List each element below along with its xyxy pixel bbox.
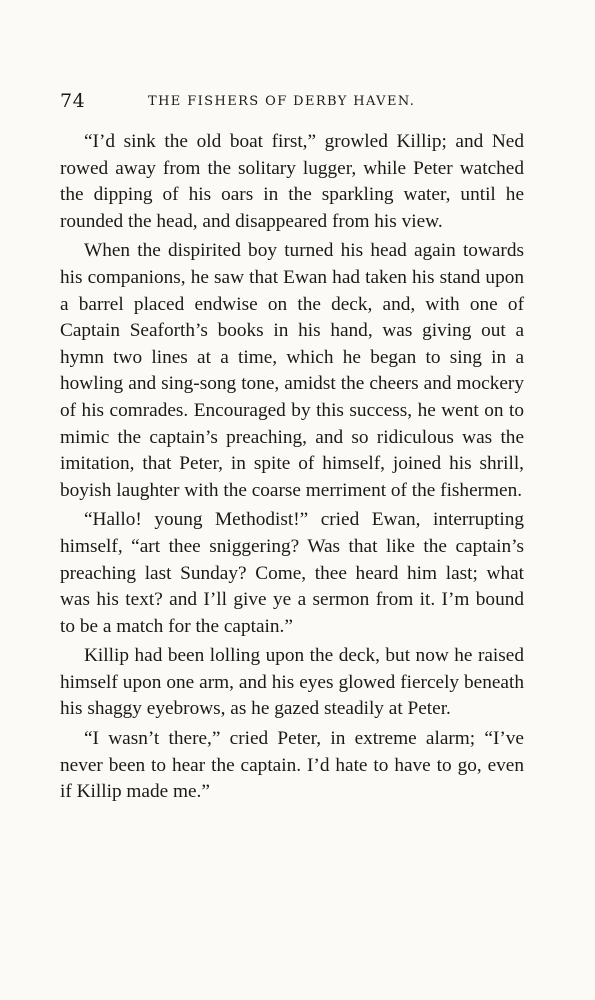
paragraph-1: “I’d sink the old boat first,” growled Killip; and Ned rowed away from the solitary lugger, while Peter watched the dipping of his oars in the sparkling water, until he rounded the head, and disappeared from his view. xyxy=(60,131,524,232)
paragraph-3: “Hallo! young Methodist!” cried Ewan, interrupting himself, “art thee sniggering? Was that like the captain’s preaching last Sunday? Come, thee heard him last; what was his text? and I’ll give ye a sermon from it. I’m bound to be a match for the captain.” xyxy=(60,509,524,637)
page-header xyxy=(60,90,530,116)
paragraph-4: Killip had been lolling upon the deck, but now he raised himself upon one arm, and his eyes glowed fiercely beneath his shaggy eyebrows, as he gazed steadily at Peter. xyxy=(60,645,524,720)
running-title: THE FISHERS OF DERBY HAVEN. xyxy=(148,94,416,109)
body-text xyxy=(60,129,524,809)
paragraph-5: “I wasn’t there,” cried Peter, in extreme alarm; “I’ve never been to hear the captain. I’d hate to have to go, even if Killip made me.” xyxy=(60,728,524,803)
paragraph-2: When the dispirited boy turned his head again towards his companions, he saw that Ewan had taken his stand upon a barrel placed endwise on the deck, and, with one of Captain Seaforth’s books in his hand, was giving out a hymn two lines at a time, which he began to sing in a howling and sing-song tone, amidst the cheers and mockery of his comrades. Encouraged by this success, he went on to mimic the captain’s preaching, and so ridiculous was the imitation, that Peter, in spite of himself, joined his shrill, boyish laughter with the coarse merriment of the fishermen. xyxy=(60,240,524,501)
page-number: 74 xyxy=(60,90,86,112)
